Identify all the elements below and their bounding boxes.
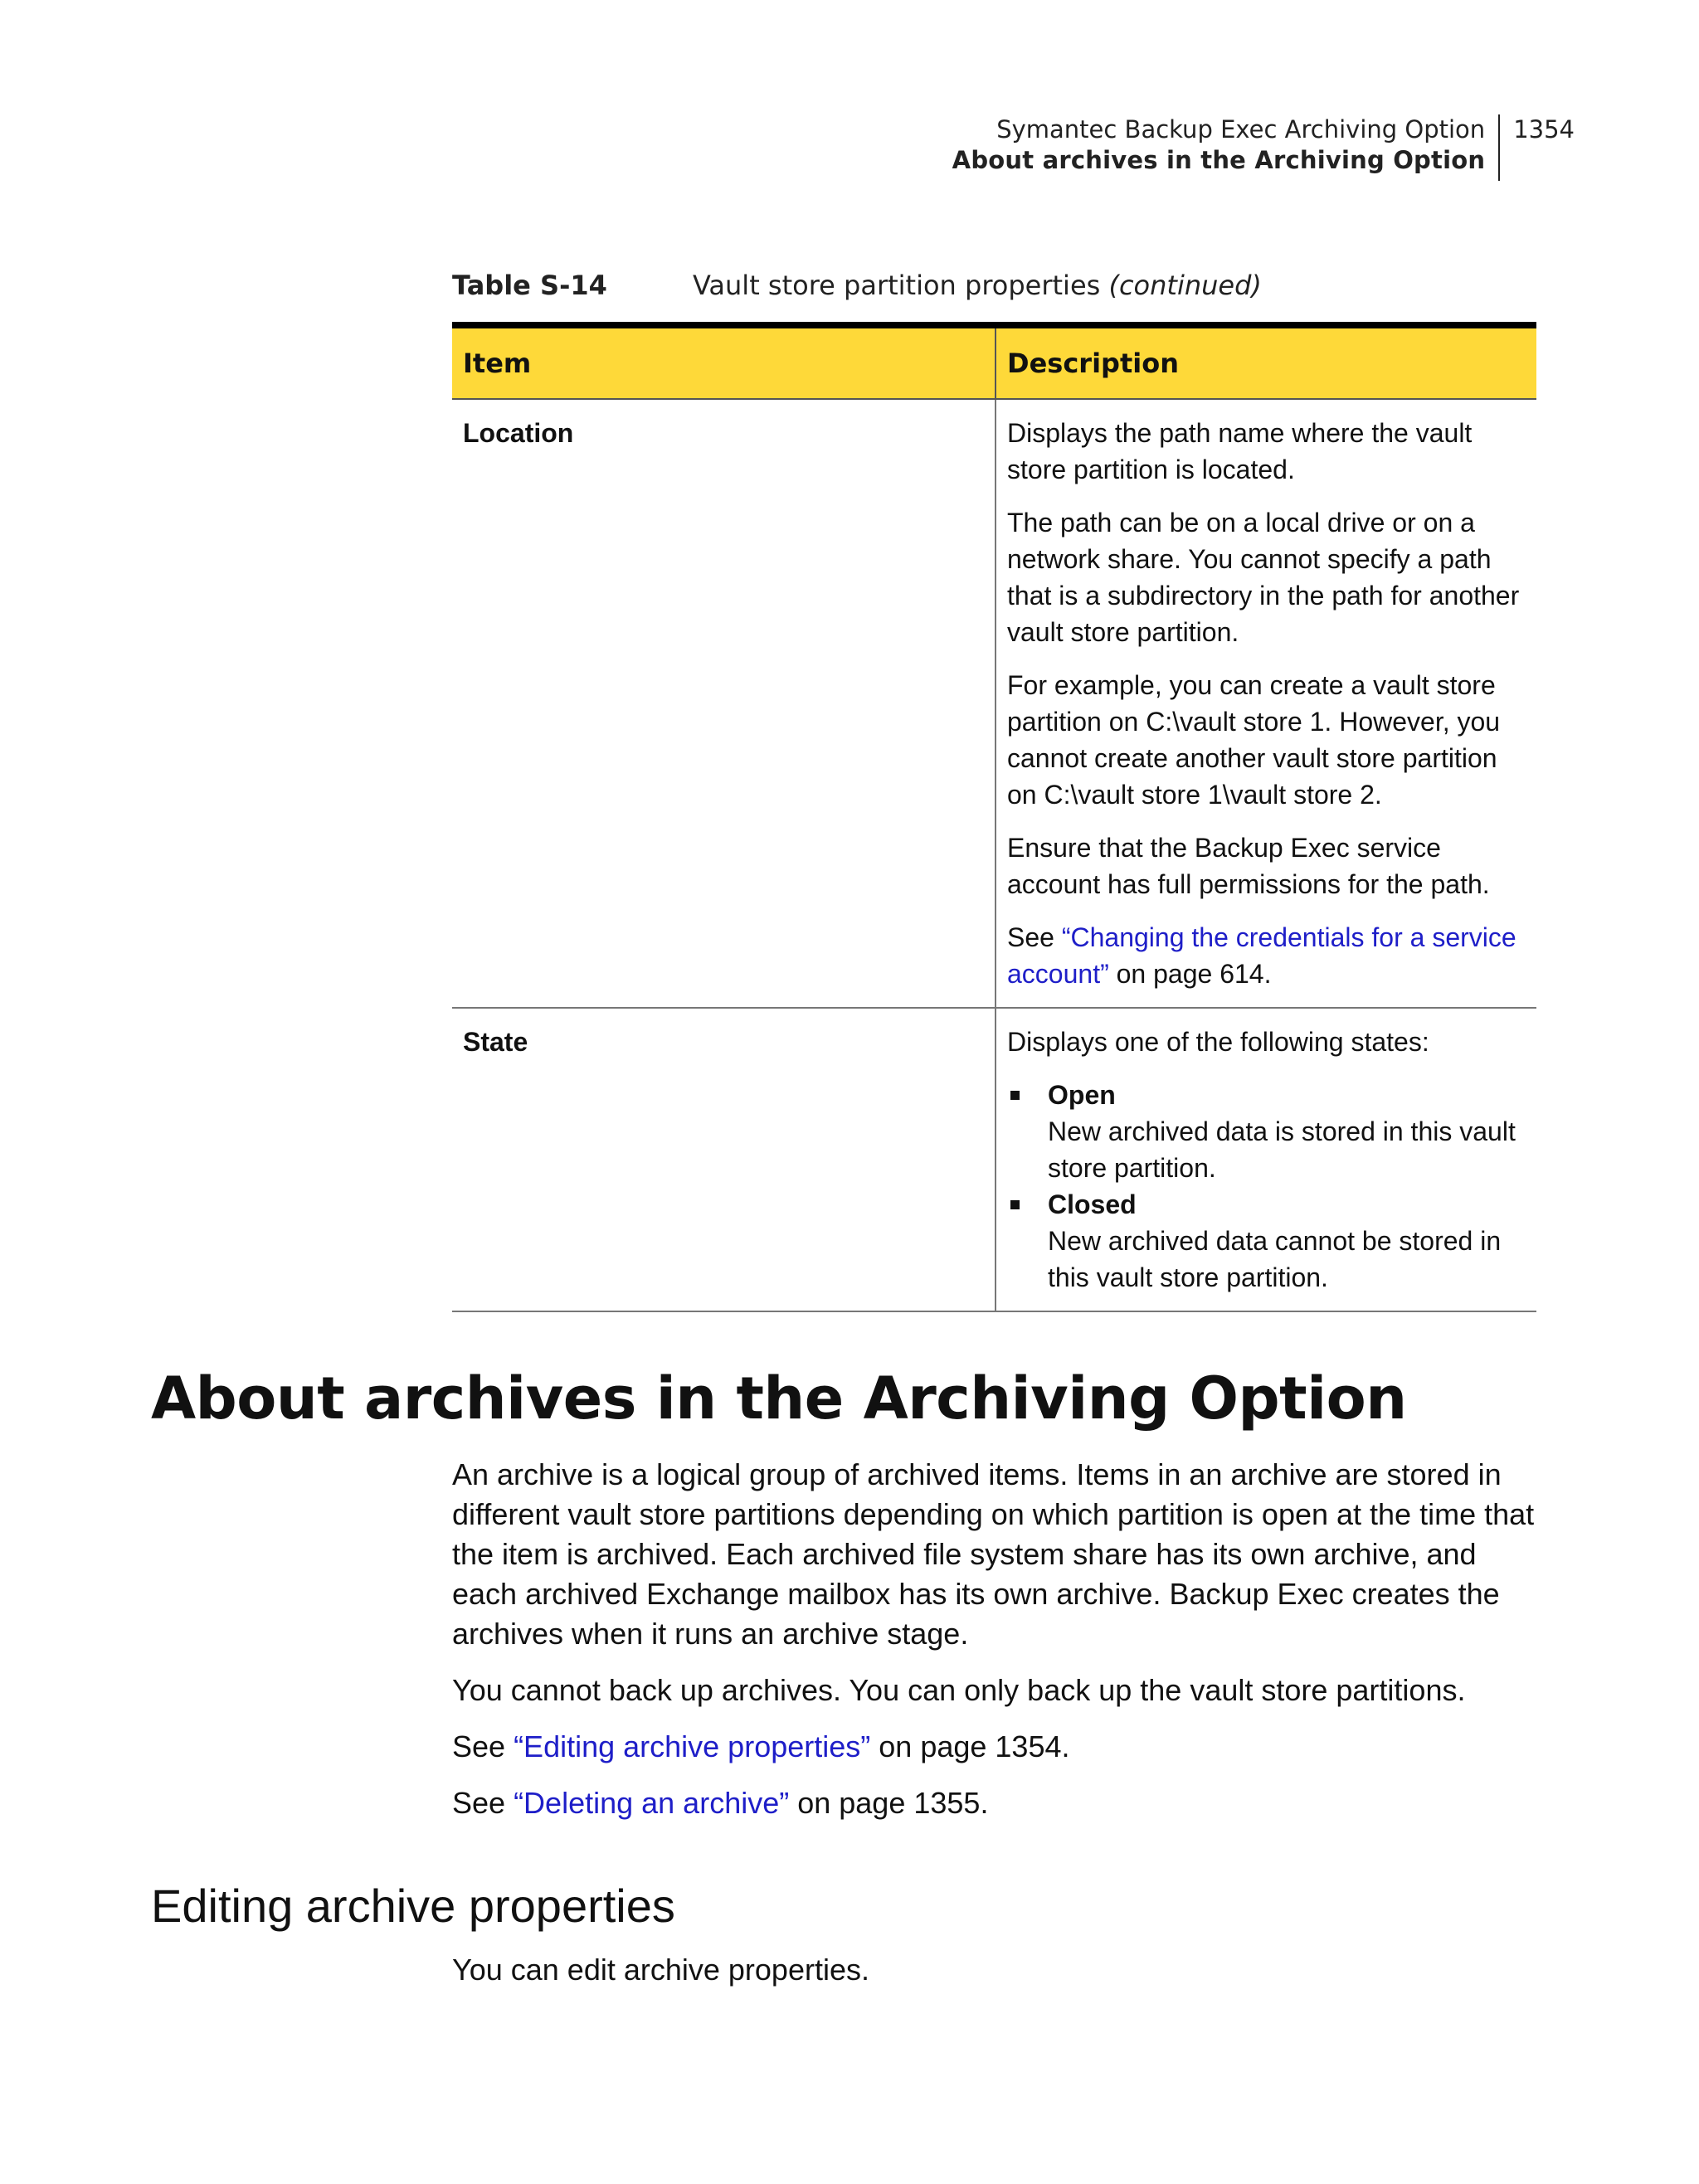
section-body-editing-archive-properties (452, 1950, 1547, 2006)
body-paragraph: You can edit archive properties. (452, 1953, 869, 1987)
table-continued: (continued) (1108, 270, 1262, 301)
row-description-location (996, 399, 1536, 1008)
row-item-state: State (452, 1008, 996, 1311)
row-description-state (996, 1008, 1536, 1311)
link-deleting-archive[interactable]: “Deleting an archive” (514, 1786, 790, 1820)
description-paragraph: Displays one of the following states: (1007, 1027, 1429, 1057)
description-paragraph: Displays the path name where the vault store partition is located. (1007, 418, 1473, 484)
section-heading-editing-archive-properties: Editing archive properties (151, 1880, 675, 1932)
table-header-row (452, 325, 1536, 399)
description-paragraph: The path can be on a local drive or on a network share. You cannot specify a path that is a subdirectory in the path for another vault store partition. (1007, 508, 1520, 647)
body-paragraph: You cannot back up archives. You can only back up the vault store partitions. (452, 1673, 1466, 1707)
see-reference (452, 1783, 1547, 1823)
column-header-description: Description (996, 325, 1536, 399)
table-caption (452, 270, 1262, 301)
state-desc-open: New archived data is stored in this vault store partition. (1048, 1116, 1516, 1183)
vault-store-partition-table (452, 322, 1536, 1312)
description-paragraph: For example, you can create a vault store partition on C:\vault store 1. However, you cannot create another vault store partition on C:\vault store 1\vault store 2. (1007, 670, 1501, 810)
state-desc-closed: New archived data cannot be stored in this vault store partition. (1048, 1226, 1502, 1292)
column-header-item: Item (452, 325, 996, 399)
state-name-open: Open (1048, 1080, 1116, 1110)
table-caption-text: Vault store partition properties (693, 270, 1101, 301)
table-row (452, 399, 1536, 1008)
page-number: 1354 (1513, 115, 1575, 143)
link-editing-archive-properties[interactable]: “Editing archive properties” (514, 1729, 871, 1763)
see-suffix: on page 614. (1108, 959, 1272, 989)
state-name-closed: Closed (1048, 1189, 1137, 1219)
running-header (952, 114, 1575, 181)
row-item-location: Location (452, 399, 996, 1008)
section-heading-about-archives: About archives in the Archiving Option (151, 1364, 1407, 1432)
see-reference (452, 1727, 1547, 1767)
see-suffix: on page 1354. (870, 1729, 1070, 1763)
see-prefix: See (452, 1729, 514, 1763)
doc-title: Symantec Backup Exec Archiving Option (996, 115, 1486, 143)
section-title: About archives in the Archiving Option (952, 146, 1486, 174)
bullet-square-icon (1010, 1091, 1020, 1100)
see-reference (1007, 919, 1526, 992)
table-row (452, 1008, 1536, 1311)
list-item (1007, 1186, 1526, 1296)
table-number: Table S-14 (452, 270, 607, 301)
bullet-square-icon (1010, 1200, 1020, 1209)
state-list (1007, 1077, 1526, 1296)
link-changing-credentials[interactable]: “Changing the credentials for a service account” (1007, 922, 1516, 989)
see-prefix: See (452, 1786, 514, 1820)
description-paragraph: Ensure that the Backup Exec service account has full permissions for the path. (1007, 833, 1490, 899)
running-header-titles (952, 114, 1501, 181)
section-body-about-archives (452, 1455, 1547, 1840)
see-prefix: See (1007, 922, 1062, 952)
see-suffix: on page 1355. (789, 1786, 989, 1820)
list-item (1007, 1077, 1526, 1186)
body-paragraph: An archive is a logical group of archived items. Items in an archive are stored in different vault store partitions depending on which partition is open at the time that the item is archived. Each archived file system share has its own archive, and each archived Exchange mailbox has its own archive. Backup Exec creates the archives when it runs an archive stage. (452, 1457, 1535, 1651)
